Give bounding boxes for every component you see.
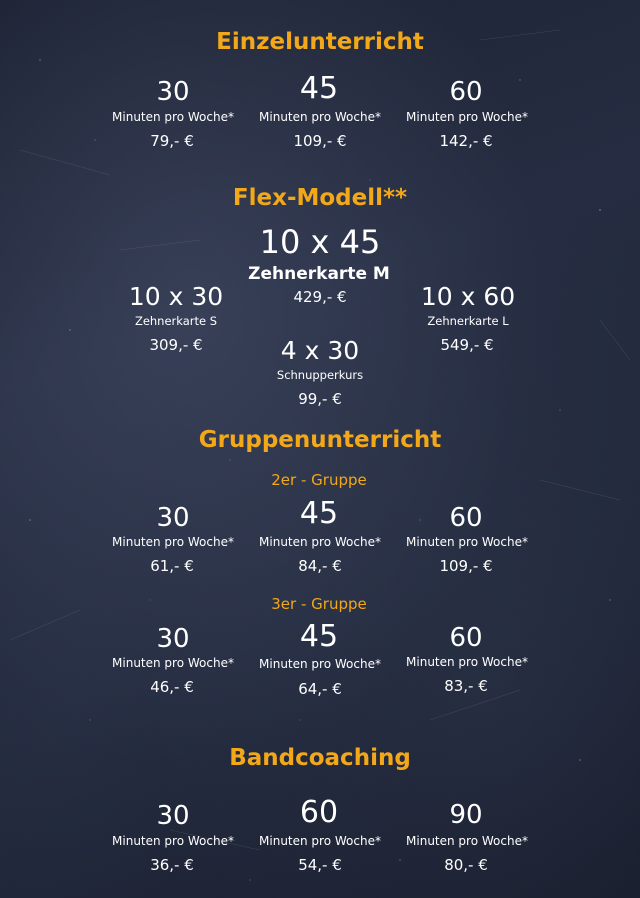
einzel-heading: Einzelunterricht: [216, 29, 424, 55]
flex-l-amount: 10 x 60: [420, 282, 516, 311]
g2-minutes-30: 30: [156, 503, 190, 533]
g3-label-30: Minuten pro Woche*: [112, 656, 234, 670]
band-price-90: 80,- €: [444, 856, 488, 874]
band-label-90: Minuten pro Woche*: [406, 834, 528, 848]
band-price-30: 36,- €: [150, 856, 194, 874]
g3-price-30: 46,- €: [150, 678, 194, 696]
band-label-30: Minuten pro Woche*: [112, 834, 234, 848]
einzel-label-45: Minuten pro Woche*: [259, 110, 381, 124]
band-heading: Bandcoaching: [229, 745, 411, 771]
gruppe-2er-heading: 2er - Gruppe: [271, 471, 367, 489]
flex-s-price: 309,- €: [149, 336, 203, 354]
gruppe-3er-heading: 3er - Gruppe: [271, 595, 367, 613]
gruppe-heading: Gruppenunterricht: [198, 427, 442, 453]
band-label-60: Minuten pro Woche*: [259, 834, 381, 848]
einzel-minutes-60: 60: [449, 77, 483, 107]
einzel-label-60: Minuten pro Woche*: [406, 110, 528, 124]
g3-minutes-30: 30: [156, 624, 190, 654]
band-minutes-90: 90: [449, 800, 483, 830]
flex-trial-amount: 4 x 30: [280, 336, 360, 365]
g2-minutes-60: 60: [449, 503, 483, 533]
g3-minutes-60: 60: [449, 623, 483, 653]
flex-l-price: 549,- €: [440, 336, 494, 354]
band-minutes-60: 60: [299, 795, 339, 830]
flex-m-amount: 10 x 45: [259, 223, 381, 261]
einzel-label-30: Minuten pro Woche*: [112, 110, 234, 124]
g2-price-60: 109,- €: [439, 557, 493, 575]
g2-label-60: Minuten pro Woche*: [406, 535, 528, 549]
einzel-price-30: 79,- €: [150, 132, 194, 150]
g2-price-30: 61,- €: [150, 557, 194, 575]
flex-l-label: Zehnerkarte L: [427, 314, 509, 328]
g2-price-45: 84,- €: [298, 557, 342, 575]
g2-label-45: Minuten pro Woche*: [259, 535, 381, 549]
g3-minutes-45: 45: [299, 619, 339, 654]
flex-trial-label: Schnupperkurs: [276, 368, 364, 382]
flex-s-amount: 10 x 30: [128, 282, 224, 311]
g3-label-60: Minuten pro Woche*: [406, 655, 528, 669]
einzel-price-45: 109,- €: [293, 132, 347, 150]
g3-price-45: 64,- €: [298, 680, 342, 698]
g3-label-45: Minuten pro Woche*: [259, 657, 381, 671]
band-minutes-30: 30: [156, 801, 190, 831]
flex-m-price: 429,- €: [293, 288, 347, 306]
einzel-price-60: 142,- €: [439, 132, 493, 150]
g2-minutes-45: 45: [299, 496, 339, 531]
g2-label-30: Minuten pro Woche*: [112, 535, 234, 549]
flex-s-label: Zehnerkarte S: [134, 314, 218, 328]
band-price-60: 54,- €: [298, 856, 342, 874]
einzel-minutes-45: 45: [299, 71, 339, 106]
flex-heading: Flex-Modell**: [232, 185, 408, 211]
einzel-minutes-30: 30: [156, 77, 190, 107]
flex-m-label: Zehnerkarte M: [248, 264, 390, 284]
flex-trial-price: 99,- €: [298, 390, 342, 408]
g3-price-60: 83,- €: [444, 677, 488, 695]
